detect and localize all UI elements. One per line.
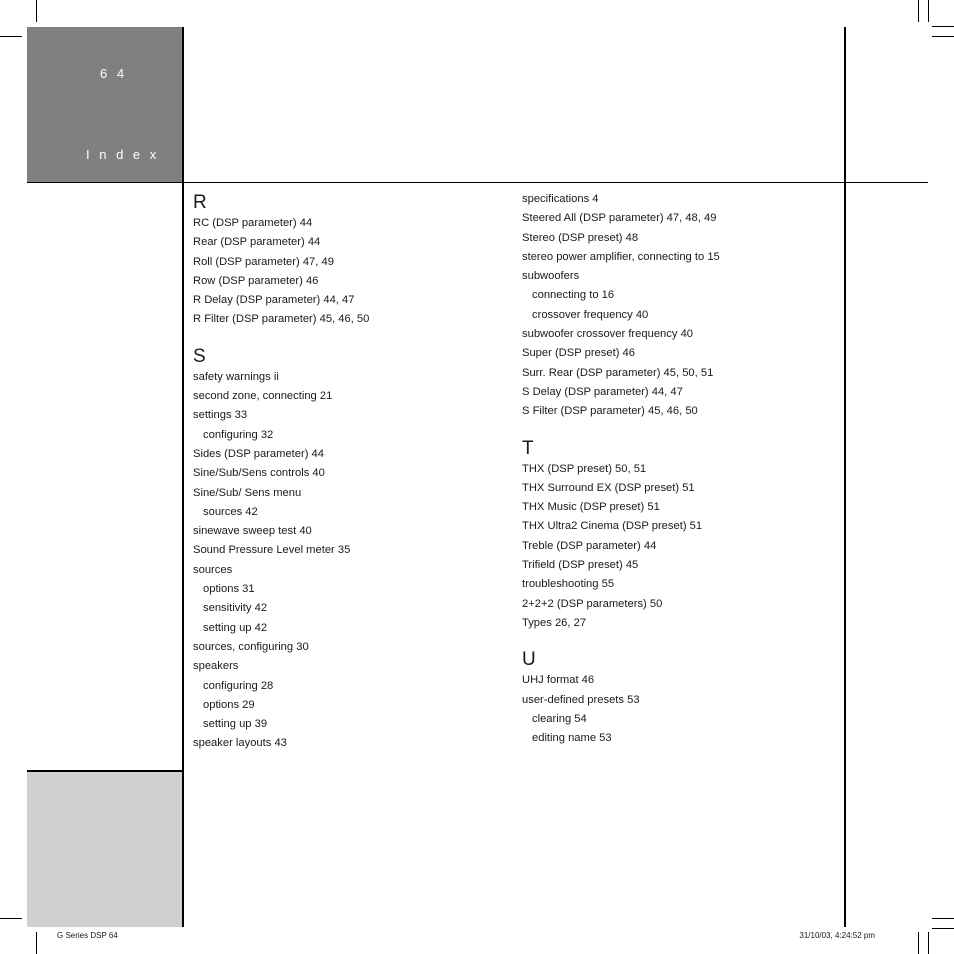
index-entry: R Delay (DSP parameter) 44, 47 [193,294,355,307]
index-subentry: setting up 42 [203,621,268,634]
index-entry: subwoofer crossover frequency 40 [522,328,694,341]
index-entry: RC (DSP parameter) 44 [193,217,313,229]
index-subentry: sources 42 [203,505,258,518]
crop-mark [932,36,954,37]
index-entry: speaker layouts 43 [193,737,287,750]
index-subentry: sensitivity 42 [203,602,268,615]
index-entry: second zone, connecting 21 [193,390,333,403]
section-letter: T [522,437,534,459]
index-entry: Surr. Rear (DSP parameter) 45, 50, 51 [522,366,714,379]
index-entry: Super (DSP preset) 46 [522,347,635,360]
index-entry: Steered All (DSP parameter) 47, 48, 49 [522,212,717,225]
index-entry: Treble (DSP parameter) 44 [522,539,657,552]
header-rule [27,182,928,183]
index-entry: Sine/Sub/Sens controls 40 [193,467,325,480]
footer-top-rule [27,770,184,772]
crop-mark [932,928,954,929]
footer-timestamp: 31/10/03, 4:24:52 pm [799,931,875,940]
index-entry: S Filter (DSP parameter) 45, 46, 50 [522,405,698,418]
index-entry: troubleshooting 55 [522,578,615,591]
index-entry: Types 26, 27 [522,616,587,629]
footer-document-label: G Series DSP 64 [57,931,118,940]
crop-mark [918,932,919,954]
section-letter: U [522,649,536,671]
index-subentry: options 29 [203,698,255,711]
crop-mark [0,36,22,37]
index-entry: UHJ format 46 [522,674,595,687]
index-entry: Trifield (DSP preset) 45 [522,559,639,572]
index-entry: Sides (DSP parameter) 44 [193,447,324,460]
index-entry: THX Surround EX (DSP preset) 51 [522,481,695,494]
index-column-right [522,190,822,748]
index-entry: R Filter (DSP parameter) 45, 46, 50 [193,313,370,326]
index-subentry: crossover frequency 40 [532,308,649,321]
index-subentry: configuring 32 [203,428,274,441]
index-subentry: setting up 39 [203,718,268,731]
index-entry: 2+2+2 (DSP parameters) 50 [522,597,663,610]
index-entry: Roll (DSP parameter) 47, 49 [193,255,334,268]
index-entry: user-defined presets 53 [522,693,640,706]
index-subentry: editing name 53 [532,732,612,745]
crop-mark [928,0,929,22]
index-entry: sources, configuring 30 [193,640,309,653]
section-title: I n d e x [86,147,160,162]
index-entry: sources [193,563,233,576]
index-entry: THX (DSP preset) 50, 51 [522,462,647,475]
index-entry: settings 33 [193,409,248,422]
index-entry: Rear (DSP parameter) 44 [193,236,321,249]
index-subentry: connecting to 16 [532,289,615,302]
index-entry: S Delay (DSP parameter) 44, 47 [522,385,683,398]
crop-mark [932,26,954,27]
right-rule [844,27,846,927]
index-section-s [193,346,493,754]
crop-mark [928,932,929,954]
crop-mark [36,0,37,22]
index-entry: Row (DSP parameter) 46 [193,274,319,287]
index-entry: Stereo (DSP preset) 48 [522,231,639,244]
index-section-t [522,438,822,634]
index-section-s-continued [522,190,822,422]
section-letter: S [193,345,206,367]
index-entry: sinewave sweep test 40 [193,525,312,538]
index-section-r [193,192,493,330]
index-entry: Sound Pressure Level meter 35 [193,544,351,557]
index-subentry: configuring 28 [203,679,274,692]
index-subentry: clearing 54 [532,712,587,725]
index-column-left [193,192,493,754]
index-entry: THX Ultra2 Cinema (DSP preset) 51 [522,520,703,533]
left-rule [182,27,184,927]
crop-mark [932,918,954,919]
crop-mark [36,932,37,954]
footer-block [27,771,184,927]
index-entry: THX Music (DSP preset) 51 [522,501,660,514]
index-entry: stereo power amplifier, connecting to 15 [522,250,720,263]
crop-mark [0,918,22,919]
crop-mark [918,0,919,22]
index-entry: subwoofers [522,270,580,283]
index-entry: safety warnings ii [193,370,279,383]
index-section-u [522,649,822,748]
index-entry: speakers [193,660,239,673]
page-number: 6 4 [100,66,128,81]
index-entry: specifications 4 [522,193,599,205]
index-entry: Sine/Sub/ Sens menu [193,486,302,499]
index-subentry: options 31 [203,583,255,596]
section-letter: R [193,192,207,213]
